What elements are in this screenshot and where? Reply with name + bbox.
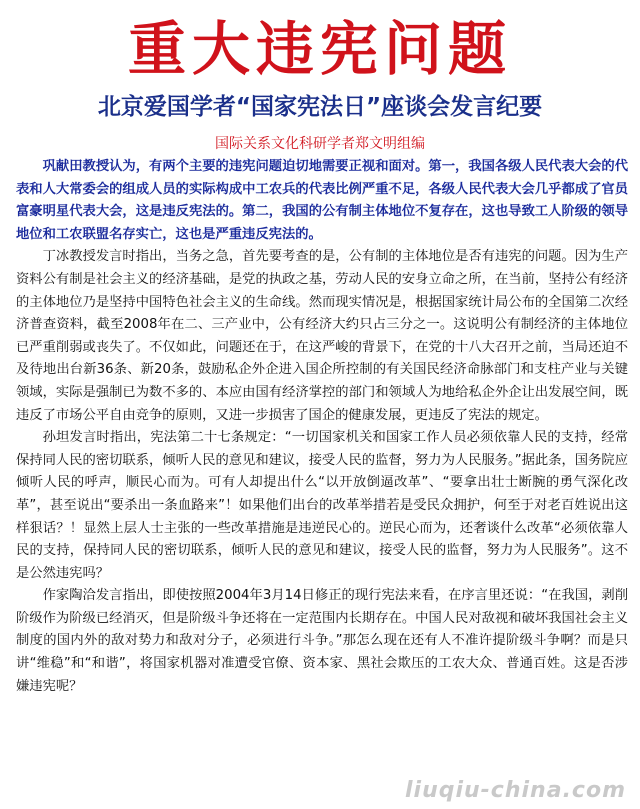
- page-title: 重大违宪问题: [127, 15, 512, 83]
- paragraph-ding-bing: 丁冰教授发言时指出，当务之急，首先要考查的是，公有制的主体地位是否有违宪的问题。因为生产资料公有制是社会主义的经济基础，是党的执政之基，劳动人民的安身立命之所，在当前，坚持公有经济的主体地位乃是坚持中国特色社会主义的生命线。然而现实情况是，根据国家统计局公布的全国第二次经济普查资料，截至2008年在二、三产业中，公有经济大约只占三分之一。这说明公有制经济的主体地位已严重削弱或丧失了。不仅如此，问题还在于，在这严峻的背景下，在党的十八大召开之前，当局还迫不及待地出台新36条、新20条，鼓励私企外企进入国企所控制的有关国民经济命脉部门和支柱产业与关键领域，实际是强制已为数不多的、本应由国有经济掌控的部门和领域人为地给私企外企让出发展空间，既违反了市场公平自由竞争的原则，又进一步损害了国企的健康发展，更违反了宪法的规定。: [16, 249, 628, 423]
- article-body: [16, 156, 628, 698]
- byline: 国际关系文化科研学者郑文明组编: [215, 136, 425, 152]
- watermark: liuqiu-china.com: [404, 778, 626, 803]
- paragraph-sun-tan: 孙坦发言时指出，宪法第二十七条规定：“一切国家机关和国家工作人员必须依靠人民的支持，经常保持同人民的密切联系，倾听人民的意见和建议，接受人民的监督，努力为人民服务。”据此条，国务院应倾听人民的呼声，顺民心而为。可有人却提出什么“以开放倒逼改革”、“要拿出壮士断腕的勇气深化改革”，甚至说出“要杀出一条血路来”！如果他们出台的改革举措若是受民众拥护，何至于对老百姓说出这样狠话？！显然上层人士主张的一些改革措施是违逆民心的。逆民心而为，还奢谈什么改革“必须依靠人民的支持，保持同人民的密切联系，倾听人民的意见和建议，接受人民的监督，努力为人民服务”。这不是公然违宪吗？: [16, 430, 628, 581]
- paragraph-tao-qia: 作家陶洽发言指出，即使按照2004年3月14日修正的现行宪法来看，在序言里还说：“在我国，剥削阶级作为阶级已经消灭，但是阶级斗争还将在一定范围内长期存在。中国人民对敌视和破坏我国社会主义制度的国内外的敌对势力和敌对分子，必须进行斗争。”那怎么现在还有人不准许提阶级斗争啊？而是只讲“维稳”和“和谐”，将国家机器对准遭受官僚、资本家、黑社会欺压的工农大众、普通百姓。这是否涉嫌违宪呢？: [16, 588, 628, 694]
- paragraph-gong-xiantian: 巩献田教授认为，有两个主要的违宪问题迫切地需要正视和面对。第一，我国各级人民代表大会的代表和人大常委会的组成人员的实际构成中工农兵的代表比例严重不足，各级人民代表大会几乎都成了官员富豪明星代表大会，这是违反宪法的。第二，我国的公有制主体地位不复存在，这也导致工人阶级的领导地位和工农联盟名存实亡，这也是严重违反宪法的。: [16, 159, 628, 242]
- page-subtitle: 北京爱国学者“国家宪法日”座谈会发言纪要: [97, 94, 543, 120]
